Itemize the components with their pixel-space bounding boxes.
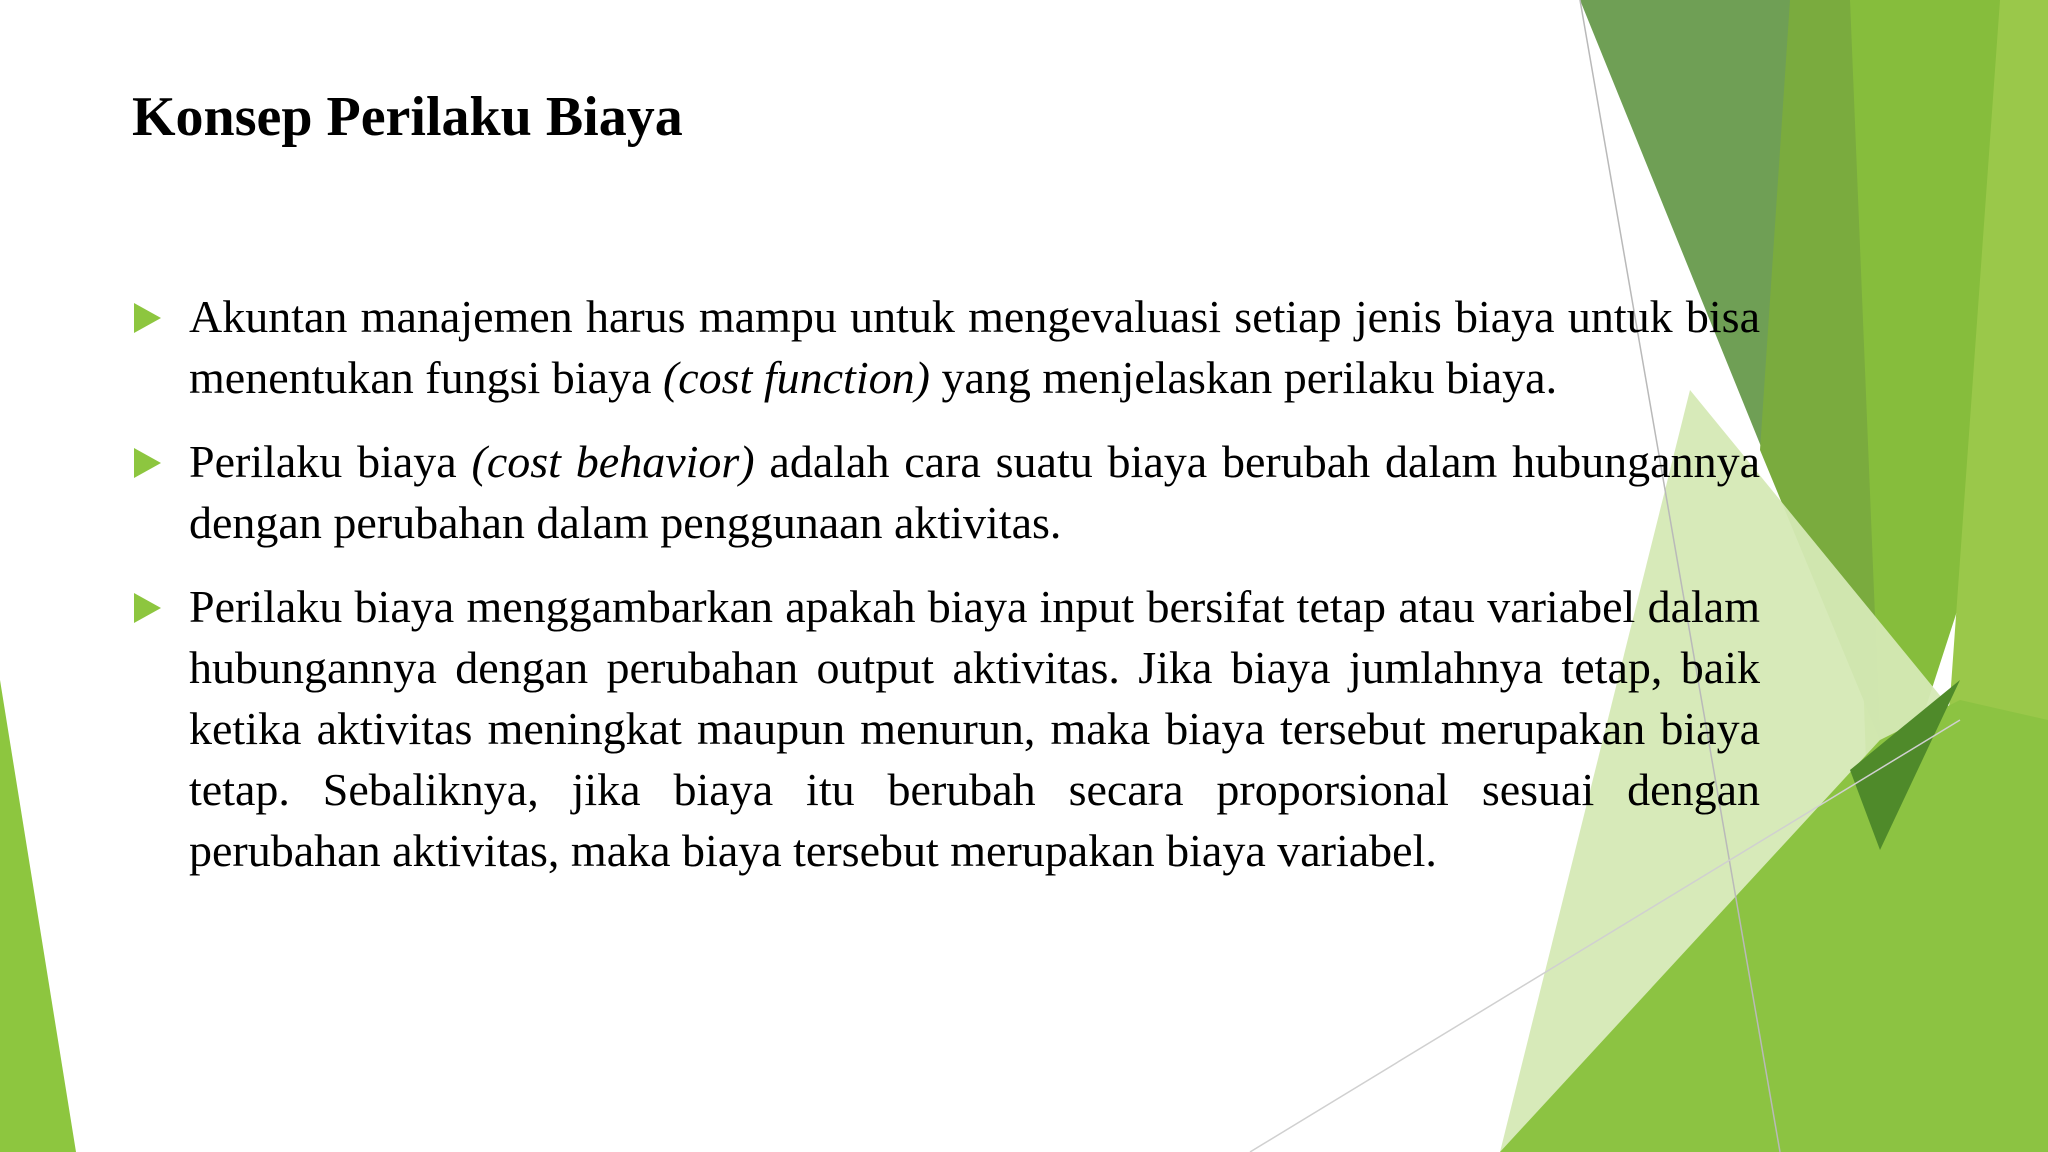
bullet-text: yang menjelaskan perilaku biaya. (929, 352, 1558, 403)
bullet-item (132, 286, 1760, 408)
triangle-bullet-icon (134, 593, 161, 623)
bullet-text: Perilaku biaya (189, 436, 472, 487)
left-green-sliver (0, 680, 76, 1152)
bullet-italic-term: (cost behavior) (471, 436, 755, 487)
bullet-text: Akuntan manajemen harus mampu untuk mengevaluasi setiap jenis biaya untuk bisa menentukan fungsi biaya (189, 291, 1760, 403)
bullet-text: Perilaku biaya menggambarkan apakah biaya input bersifat tetap atau variabel dalam hubungannya dengan perubahan output aktivitas. Jika biaya jumlahnya tetap, baik ketika aktivitas meningkat maupun menurun, maka biaya tersebut merupakan biaya tetap. Sebaliknya, jika biaya itu berubah secara proporsional sesuai dengan perubahan aktivitas, maka biaya tersebut merupakan biaya variabel. (189, 581, 1760, 876)
triangle-bullet-icon (134, 303, 161, 333)
bullet-list (132, 286, 1760, 904)
bullet-item (132, 431, 1760, 553)
bullet-italic-term: (cost function) (662, 352, 930, 403)
slide-title: Konsep Perilaku Biaya (132, 86, 683, 148)
bullet-item (132, 576, 1760, 881)
triangle-bullet-icon (134, 448, 161, 478)
bullet-text: adalah cara suatu biaya berubah dalam hubungannya dengan perubahan dalam penggunaan aktivitas. (189, 436, 1760, 548)
